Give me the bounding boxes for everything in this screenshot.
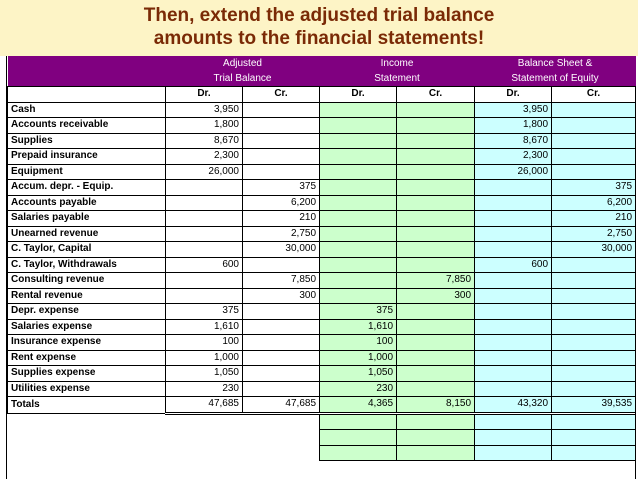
cell-is-cr bbox=[397, 350, 475, 366]
table-row bbox=[8, 242, 636, 258]
cell-is-cr: 300 bbox=[397, 288, 475, 304]
cell-is-dr bbox=[320, 180, 397, 196]
table-row bbox=[8, 257, 636, 273]
account-name: Depr. expense bbox=[8, 304, 166, 320]
cell-tb-dr bbox=[166, 288, 243, 304]
cell-bs-cr bbox=[552, 102, 636, 118]
cell-bs-cr bbox=[552, 335, 636, 351]
blank-cell bbox=[8, 430, 166, 446]
cell-is-cr bbox=[397, 257, 475, 273]
cell-is-cr bbox=[397, 304, 475, 320]
cell-bs-dr bbox=[475, 211, 552, 227]
cell-is-dr: 100 bbox=[320, 335, 397, 351]
cell-is-cr: 7,850 bbox=[397, 273, 475, 289]
cell-is-dr bbox=[320, 257, 397, 273]
cell-is-dr: 1,000 bbox=[320, 350, 397, 366]
cell-is-cr bbox=[397, 164, 475, 180]
cell-is-cr bbox=[397, 118, 475, 134]
totals-row bbox=[8, 397, 636, 414]
cell-bs-dr: 8,670 bbox=[475, 133, 552, 149]
cell-is-cr: 8,150 bbox=[397, 397, 475, 414]
blank-cell bbox=[397, 445, 475, 461]
cell-bs-cr bbox=[552, 381, 636, 397]
cell-bs-dr bbox=[475, 335, 552, 351]
cell-tb-cr bbox=[243, 102, 320, 118]
cell-is-cr bbox=[397, 381, 475, 397]
cell-tb-cr: 2,750 bbox=[243, 226, 320, 242]
cell-bs-cr: 6,200 bbox=[552, 195, 636, 211]
cell-bs-dr bbox=[475, 304, 552, 320]
cell-tb-cr bbox=[243, 335, 320, 351]
cell-bs-cr bbox=[552, 149, 636, 165]
cell-tb-dr: 47,685 bbox=[166, 397, 243, 414]
cell-bs-dr: 26,000 bbox=[475, 164, 552, 180]
cell-tb-dr: 1,800 bbox=[166, 118, 243, 134]
blank-cell bbox=[552, 413, 636, 430]
cell-is-dr: 4,365 bbox=[320, 397, 397, 414]
cell-bs-dr: 2,300 bbox=[475, 149, 552, 165]
cell-tb-dr bbox=[166, 211, 243, 227]
cell-bs-dr bbox=[475, 366, 552, 382]
blank-cell bbox=[475, 445, 552, 461]
cell-is-dr: 1,610 bbox=[320, 319, 397, 335]
worksheet bbox=[6, 56, 636, 479]
cell-is-dr bbox=[320, 273, 397, 289]
blank-cell bbox=[243, 430, 320, 446]
account-name: Supplies bbox=[8, 133, 166, 149]
account-name: Salaries payable bbox=[8, 211, 166, 227]
blank-cell bbox=[320, 430, 397, 446]
cell-bs-dr: 3,950 bbox=[475, 102, 552, 118]
table-row bbox=[8, 366, 636, 382]
account-name: Unearned revenue bbox=[8, 226, 166, 242]
cell-bs-dr bbox=[475, 288, 552, 304]
cell-tb-cr: 210 bbox=[243, 211, 320, 227]
account-name: Supplies expense bbox=[8, 366, 166, 382]
cell-tb-dr bbox=[166, 180, 243, 196]
table-row bbox=[8, 149, 636, 165]
blank-cell bbox=[243, 445, 320, 461]
cell-tb-dr: 100 bbox=[166, 335, 243, 351]
cell-bs-cr bbox=[552, 273, 636, 289]
title-line-1: Then, extend the adjusted trial balance bbox=[143, 5, 495, 26]
blank-cell bbox=[320, 413, 397, 430]
cell-is-cr bbox=[397, 102, 475, 118]
cell-tb-cr bbox=[243, 381, 320, 397]
cell-tb-cr bbox=[243, 319, 320, 335]
is-dr-header: Dr. bbox=[320, 87, 397, 103]
cell-tb-cr bbox=[243, 118, 320, 134]
account-name: Rent expense bbox=[8, 350, 166, 366]
worksheet-table bbox=[7, 56, 636, 461]
blank-cell bbox=[166, 445, 243, 461]
blank-cell bbox=[243, 413, 320, 430]
blank-cell bbox=[552, 445, 636, 461]
cell-tb-cr: 300 bbox=[243, 288, 320, 304]
account-name: Accum. depr. - Equip. bbox=[8, 180, 166, 196]
table-row bbox=[8, 381, 636, 397]
table-row bbox=[8, 211, 636, 227]
cell-bs-dr bbox=[475, 180, 552, 196]
cell-bs-cr bbox=[552, 304, 636, 320]
header-trial-balance: Trial Balance bbox=[166, 71, 320, 87]
cell-tb-dr: 1,610 bbox=[166, 319, 243, 335]
slide-title bbox=[0, 4, 638, 50]
table-row bbox=[8, 288, 636, 304]
account-name: Accounts payable bbox=[8, 195, 166, 211]
cell-tb-dr: 8,670 bbox=[166, 133, 243, 149]
cell-tb-cr: 7,850 bbox=[243, 273, 320, 289]
cell-is-dr bbox=[320, 164, 397, 180]
header-statement: Statement bbox=[320, 71, 475, 87]
cell-bs-cr bbox=[552, 319, 636, 335]
blank-cell bbox=[166, 430, 243, 446]
header-blank bbox=[8, 71, 166, 87]
cell-bs-dr: 600 bbox=[475, 257, 552, 273]
cell-bs-dr: 43,320 bbox=[475, 397, 552, 414]
header-equity: Statement of Equity bbox=[475, 71, 636, 87]
blank-cell bbox=[320, 445, 397, 461]
cell-is-dr: 375 bbox=[320, 304, 397, 320]
cell-bs-dr bbox=[475, 226, 552, 242]
table-row bbox=[8, 350, 636, 366]
cell-tb-dr: 3,950 bbox=[166, 102, 243, 118]
table-row bbox=[8, 118, 636, 134]
cell-is-cr bbox=[397, 335, 475, 351]
table-row bbox=[8, 102, 636, 118]
cell-tb-dr bbox=[166, 273, 243, 289]
header-row-2 bbox=[8, 71, 636, 87]
blank-cell bbox=[397, 430, 475, 446]
cell-is-dr bbox=[320, 288, 397, 304]
header-balance: Balance Sheet & bbox=[475, 56, 636, 71]
account-name: Prepaid insurance bbox=[8, 149, 166, 165]
cell-tb-cr: 47,685 bbox=[243, 397, 320, 414]
blank-row bbox=[8, 430, 636, 446]
table-row bbox=[8, 226, 636, 242]
account-name: Cash bbox=[8, 102, 166, 118]
blank-cell bbox=[8, 413, 166, 430]
header-blank bbox=[8, 56, 166, 71]
tb-dr-header: Dr. bbox=[166, 87, 243, 103]
cell-is-dr bbox=[320, 226, 397, 242]
cell-is-dr bbox=[320, 195, 397, 211]
cell-is-cr bbox=[397, 226, 475, 242]
cell-bs-dr bbox=[475, 350, 552, 366]
blank-cell bbox=[8, 445, 166, 461]
cell-tb-dr bbox=[166, 226, 243, 242]
account-name: Totals bbox=[8, 397, 166, 414]
cell-tb-cr bbox=[243, 350, 320, 366]
account-name: Salaries expense bbox=[8, 319, 166, 335]
account-name: Insurance expense bbox=[8, 335, 166, 351]
cell-bs-dr bbox=[475, 381, 552, 397]
drcr-row bbox=[8, 87, 636, 103]
account-name: Consulting revenue bbox=[8, 273, 166, 289]
cell-is-dr: 1,050 bbox=[320, 366, 397, 382]
cell-bs-cr: 39,535 bbox=[552, 397, 636, 414]
cell-tb-dr: 1,000 bbox=[166, 350, 243, 366]
table-row bbox=[8, 180, 636, 196]
cell-tb-cr bbox=[243, 164, 320, 180]
cell-bs-cr: 375 bbox=[552, 180, 636, 196]
cell-tb-cr bbox=[243, 366, 320, 382]
cell-is-dr bbox=[320, 211, 397, 227]
cell-is-dr: 230 bbox=[320, 381, 397, 397]
cell-bs-cr bbox=[552, 164, 636, 180]
cell-tb-cr bbox=[243, 133, 320, 149]
cell-is-cr bbox=[397, 133, 475, 149]
cell-bs-dr bbox=[475, 319, 552, 335]
table-row bbox=[8, 335, 636, 351]
cell-is-cr bbox=[397, 319, 475, 335]
cell-tb-dr: 1,050 bbox=[166, 366, 243, 382]
cell-tb-dr: 2,300 bbox=[166, 149, 243, 165]
cell-tb-cr bbox=[243, 304, 320, 320]
table-row bbox=[8, 164, 636, 180]
cell-bs-cr bbox=[552, 257, 636, 273]
blank-cell bbox=[166, 413, 243, 430]
cell-bs-cr: 2,750 bbox=[552, 226, 636, 242]
cell-bs-dr: 1,800 bbox=[475, 118, 552, 134]
cell-tb-dr bbox=[166, 195, 243, 211]
cell-bs-cr bbox=[552, 350, 636, 366]
header-row-1 bbox=[8, 56, 636, 71]
table-row bbox=[8, 273, 636, 289]
cell-is-dr bbox=[320, 133, 397, 149]
account-name: Rental revenue bbox=[8, 288, 166, 304]
table-row bbox=[8, 304, 636, 320]
cell-is-cr bbox=[397, 242, 475, 258]
cell-is-dr bbox=[320, 118, 397, 134]
account-name: Accounts receivable bbox=[8, 118, 166, 134]
cell-is-dr bbox=[320, 102, 397, 118]
blank-cell bbox=[475, 413, 552, 430]
cell-bs-cr: 30,000 bbox=[552, 242, 636, 258]
cell-tb-dr: 230 bbox=[166, 381, 243, 397]
cell-tb-cr bbox=[243, 257, 320, 273]
account-name: C. Taylor, Capital bbox=[8, 242, 166, 258]
cell-tb-dr: 600 bbox=[166, 257, 243, 273]
bs-dr-header: Dr. bbox=[475, 87, 552, 103]
cell-tb-dr: 375 bbox=[166, 304, 243, 320]
header-adjusted: Adjusted bbox=[166, 56, 320, 71]
cell-is-cr bbox=[397, 149, 475, 165]
cell-bs-dr bbox=[475, 273, 552, 289]
cell-tb-cr: 375 bbox=[243, 180, 320, 196]
table-row bbox=[8, 133, 636, 149]
blank-cell bbox=[552, 430, 636, 446]
cell-tb-cr: 6,200 bbox=[243, 195, 320, 211]
account-name: C. Taylor, Withdrawals bbox=[8, 257, 166, 273]
drcr-blank bbox=[8, 87, 166, 103]
account-name: Equipment bbox=[8, 164, 166, 180]
cell-bs-dr bbox=[475, 242, 552, 258]
is-cr-header: Cr. bbox=[397, 87, 475, 103]
header-income: Income bbox=[320, 56, 475, 71]
cell-bs-cr bbox=[552, 133, 636, 149]
cell-bs-cr: 210 bbox=[552, 211, 636, 227]
cell-tb-cr bbox=[243, 149, 320, 165]
table-row bbox=[8, 195, 636, 211]
bs-cr-header: Cr. bbox=[552, 87, 636, 103]
blank-row bbox=[8, 413, 636, 430]
cell-is-cr bbox=[397, 211, 475, 227]
blank-cell bbox=[475, 430, 552, 446]
cell-bs-cr bbox=[552, 366, 636, 382]
cell-is-cr bbox=[397, 195, 475, 211]
cell-is-cr bbox=[397, 366, 475, 382]
blank-row bbox=[8, 445, 636, 461]
blank-cell bbox=[397, 413, 475, 430]
cell-is-dr bbox=[320, 149, 397, 165]
cell-tb-dr bbox=[166, 242, 243, 258]
cell-bs-dr bbox=[475, 195, 552, 211]
cell-is-dr bbox=[320, 242, 397, 258]
table-row bbox=[8, 319, 636, 335]
title-line-2: amounts to the financial statements! bbox=[153, 28, 485, 49]
cell-bs-cr bbox=[552, 118, 636, 134]
cell-tb-dr: 26,000 bbox=[166, 164, 243, 180]
account-name: Utilities expense bbox=[8, 381, 166, 397]
cell-is-cr bbox=[397, 180, 475, 196]
tb-cr-header: Cr. bbox=[243, 87, 320, 103]
cell-tb-cr: 30,000 bbox=[243, 242, 320, 258]
cell-bs-cr bbox=[552, 288, 636, 304]
